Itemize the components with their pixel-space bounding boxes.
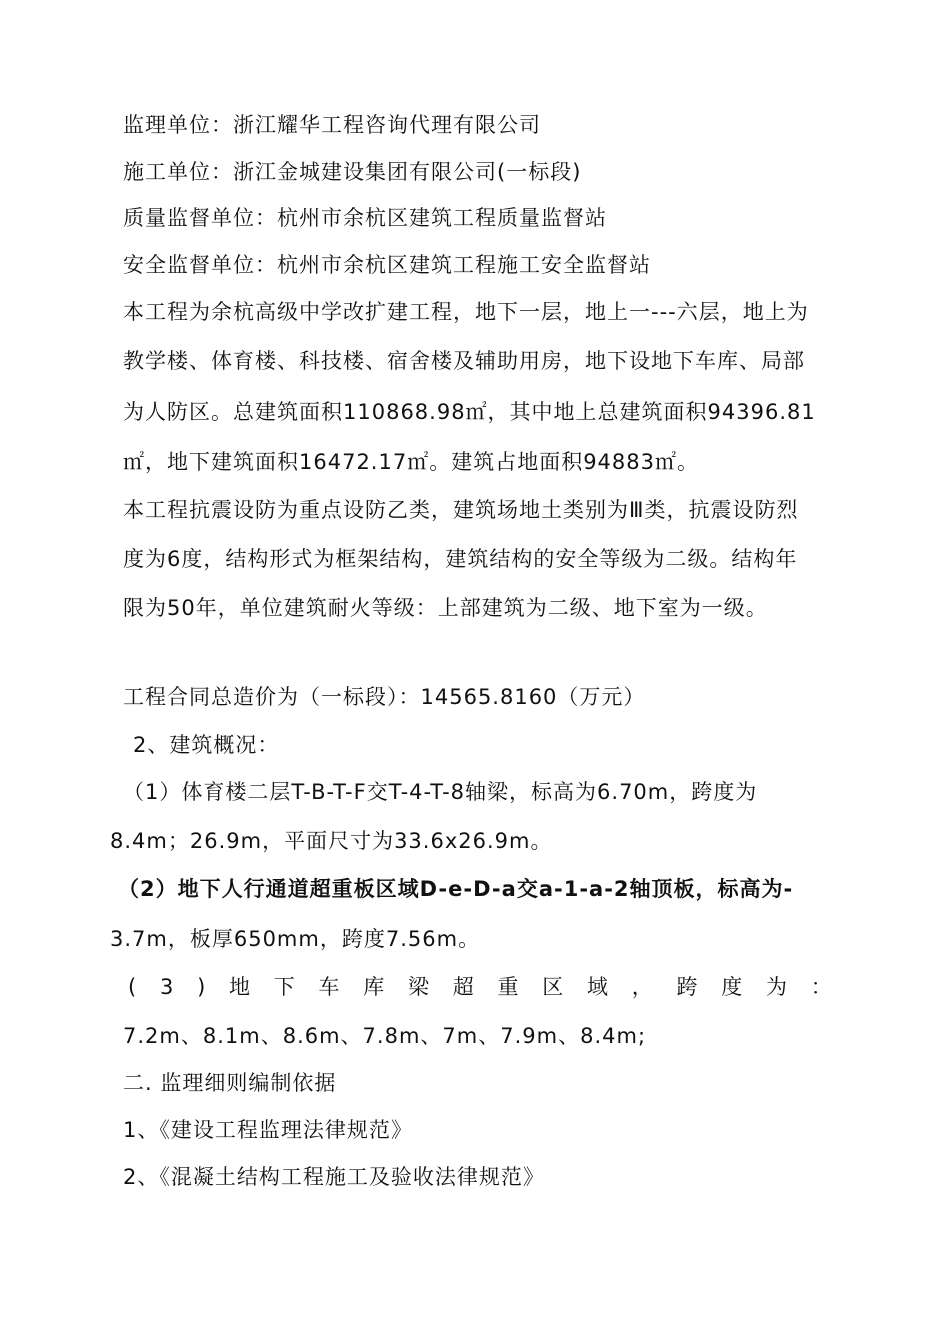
overview-line-3: 为人防区。总建筑面积110868.98㎡，其中地上总建筑面积94396.81 [123, 400, 816, 424]
overview-line-2: 教学楼、体育楼、科技楼、宿舍楼及辅助用房，地下设地下车库、局部 [123, 349, 805, 373]
item-3-token: ( [128, 975, 138, 999]
section-2-heading: 2、建筑概况： [133, 733, 280, 757]
item-3-token: 区 [542, 975, 565, 999]
item-3-token: 3 [159, 975, 175, 999]
seismic-line-1: 本工程抗震设防为重点设防乙类，建筑场地土类别为Ⅲ类，抗震设防烈 [123, 498, 799, 522]
quality-supervision-label: 质量监督单位： [123, 206, 277, 230]
item-2-line-1 [118, 874, 793, 904]
item-3-token: 重 [497, 975, 520, 999]
item-3-token: 为 [766, 975, 789, 999]
item-2-line-2: 3.7m，板厚650mm，跨度7.56m。 [110, 927, 481, 951]
overview-line-4: ㎡，地下建筑面积16472.17㎡。建筑占地面积94883㎡。 [123, 450, 700, 474]
basis-heading: 二. 监理细则编制依据 [123, 1071, 337, 1095]
item-3-token: 车 [318, 975, 341, 999]
item-3-token: 梁 [408, 975, 431, 999]
item-3-token: ， [631, 975, 654, 999]
safety-supervision-value: 杭州市余杭区建筑工程施工安全监督站 [277, 253, 651, 277]
item-3-token: ) [197, 975, 207, 999]
item-2-text: （2）地下人行通道超重板区域D-e-D-a交a-1-a-2轴顶板，标高为- [118, 877, 794, 901]
item-3-token: 库 [363, 975, 386, 999]
construction-unit-line [123, 157, 581, 187]
basis-item-2: 2、《混凝土结构工程施工及验收法律规范》 [123, 1165, 545, 1189]
item-3-token: 超 [452, 975, 475, 999]
item-3-token: 度 [721, 975, 744, 999]
safety-supervision-line [123, 250, 651, 280]
seismic-line-3: 限为50年，单位建筑耐火等级：上部建筑为二级、地下室为一级。 [123, 596, 768, 620]
basis-item-1: 1、《建设工程监理法律规范》 [123, 1118, 413, 1142]
item-3-token: 域 [587, 975, 610, 999]
quality-supervision-line [123, 203, 607, 233]
item-3-token: 下 [273, 975, 296, 999]
construction-unit-value: 浙江金城建设集团有限公司(一标段) [233, 160, 582, 184]
item-3-line-1 [128, 972, 833, 1002]
supervision-unit-line [123, 110, 541, 140]
supervision-unit-label: 监理单位： [123, 113, 233, 137]
supervision-unit-value: 浙江耀华工程咨询代理有限公司 [233, 113, 541, 137]
seismic-line-2: 度为6度，结构形式为框架结构，建筑结构的安全等级为二级。结构年 [123, 547, 798, 571]
item-3-token: 地 [229, 975, 252, 999]
item-3-token: 跨 [676, 975, 699, 999]
contract-price-line: 工程合同总造价为（一标段）：14565.8160（万元） [123, 685, 646, 709]
overview-line-1: 本工程为余杭高级中学改扩建工程，地下一层，地上一---六层，地上为 [123, 300, 809, 324]
item-3-token: ： [810, 975, 833, 999]
item-1-line-2: 8.4m；26.9m，平面尺寸为33.6x26.9m。 [110, 829, 553, 853]
quality-supervision-value: 杭州市余杭区建筑工程质量监督站 [277, 206, 607, 230]
safety-supervision-label: 安全监督单位： [123, 253, 277, 277]
item-1-line-1: （1）体育楼二层T-B-T-F交T-4-T-8轴梁，标高为6.70m，跨度为 [123, 780, 758, 804]
construction-unit-label: 施工单位： [123, 160, 233, 184]
item-3-line-2: 7.2m、8.1m、8.6m、7.8m、7m、7.9m、8.4m; [123, 1024, 647, 1048]
